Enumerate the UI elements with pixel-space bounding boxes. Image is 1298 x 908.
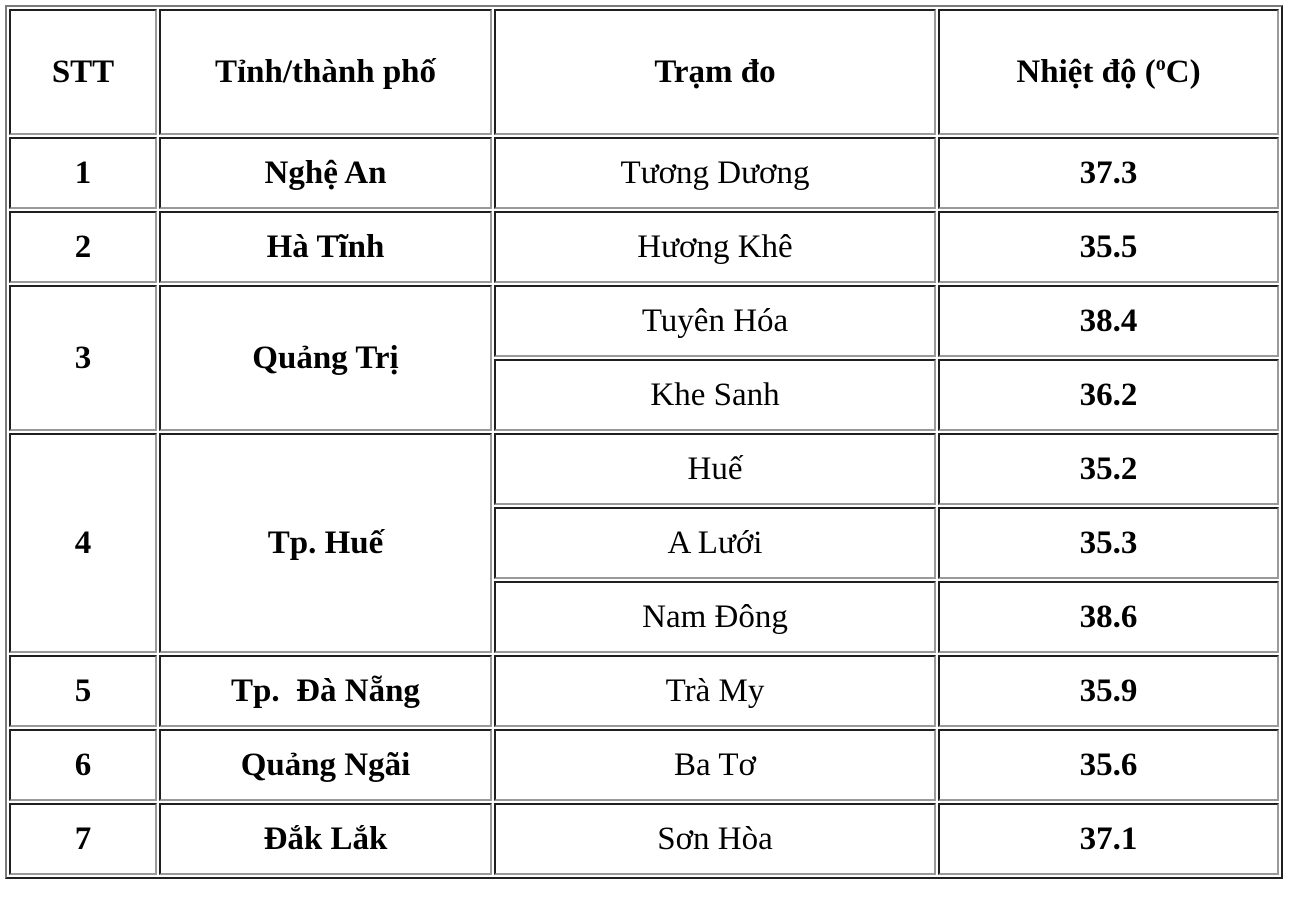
station-cell: Huế: [494, 433, 936, 505]
temperature-cell: 35.6: [938, 729, 1279, 801]
header-stt: STT: [9, 9, 157, 135]
temperature-cell: 35.2: [938, 433, 1279, 505]
temperature-cell: 35.9: [938, 655, 1279, 727]
header-station: Trạm đo: [494, 9, 936, 135]
temperature-cell: 38.6: [938, 581, 1279, 653]
table-row: [9, 433, 1279, 505]
header-temperature: [938, 9, 1279, 135]
station-cell: Nam Đông: [494, 581, 936, 653]
province-cell: Quảng Ngãi: [159, 729, 492, 801]
station-cell: Tuyên Hóa: [494, 285, 936, 357]
stt-cell: 5: [9, 655, 157, 727]
station-cell: Sơn Hòa: [494, 803, 936, 875]
table-row: [9, 211, 1279, 283]
temperature-cell: 37.3: [938, 137, 1279, 209]
temperature-cell: 37.1: [938, 803, 1279, 875]
stt-cell: 4: [9, 433, 157, 653]
temperature-table: [5, 5, 1283, 879]
header-province: Tỉnh/thành phố: [159, 9, 492, 135]
station-cell: Hương Khê: [494, 211, 936, 283]
table-body: [9, 9, 1279, 875]
station-cell: A Lưới: [494, 507, 936, 579]
station-cell: Tương Dương: [494, 137, 936, 209]
station-cell: Ba Tơ: [494, 729, 936, 801]
table-row: [9, 729, 1279, 801]
degree-superscript: o: [1155, 52, 1166, 75]
province-cell: Đắk Lắk: [159, 803, 492, 875]
header-row: [9, 9, 1279, 135]
temperature-cell: 35.5: [938, 211, 1279, 283]
stt-cell: 7: [9, 803, 157, 875]
temperature-table-container: [5, 5, 1283, 879]
stt-cell: 1: [9, 137, 157, 209]
temperature-cell: 36.2: [938, 359, 1279, 431]
table-row: [9, 655, 1279, 727]
station-cell: Trà My: [494, 655, 936, 727]
temperature-cell: 35.3: [938, 507, 1279, 579]
stt-cell: 3: [9, 285, 157, 431]
table-row: [9, 285, 1279, 357]
table-row: [9, 803, 1279, 875]
table-row: [9, 137, 1279, 209]
stt-cell: 2: [9, 211, 157, 283]
header-temperature-suffix: C): [1165, 53, 1201, 90]
station-cell: Khe Sanh: [494, 359, 936, 431]
province-cell: Tp. Đà Nẵng: [159, 655, 492, 727]
stt-cell: 6: [9, 729, 157, 801]
province-cell: Nghệ An: [159, 137, 492, 209]
province-cell: Hà Tĩnh: [159, 211, 492, 283]
temperature-cell: 38.4: [938, 285, 1279, 357]
province-cell: Quảng Trị: [159, 285, 492, 431]
province-cell: Tp. Huế: [159, 433, 492, 653]
header-temperature-prefix: Nhiệt độ (: [1016, 53, 1156, 90]
